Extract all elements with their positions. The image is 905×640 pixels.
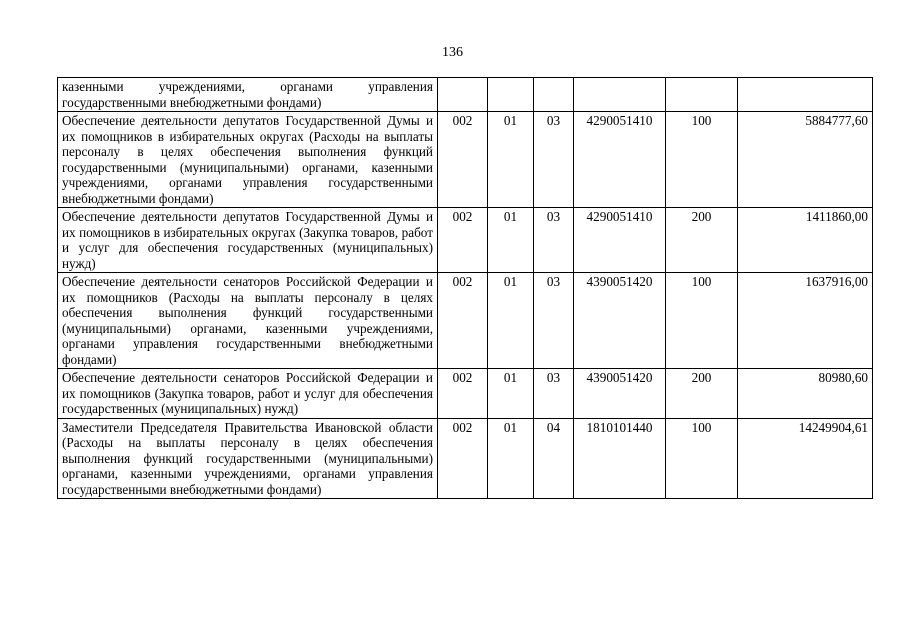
table-row <box>58 208 873 273</box>
row-section: 01 <box>488 418 534 499</box>
row-target-article: 1810101440 <box>574 418 666 499</box>
row-name: Заместители Председателя Правительства Ивановской области (Расходы на выплаты персоналу в целях обеспечения выполнения функций государственными (муниципальными) органами, казенными учреждениями, органами управления государственными внебюджетными фондами) <box>58 418 438 499</box>
row-amount: 1411860,00 <box>738 208 873 273</box>
row-subsection: 03 <box>534 369 574 419</box>
row-target-article: 4390051420 <box>574 369 666 419</box>
row-subsection: 03 <box>534 112 574 208</box>
row-expense-type: 200 <box>666 369 738 419</box>
row-name: Обеспечение деятельности депутатов Государственной Думы и их помощников в избирательных округах (Закупка товаров, работ и услуг для обеспечения государственных (муниципальных) нужд) <box>58 208 438 273</box>
table-row <box>58 112 873 208</box>
row-subsection: 03 <box>534 208 574 273</box>
row-subsection: 04 <box>534 418 574 499</box>
row-target-article: 4390051420 <box>574 273 666 369</box>
row-grbs: 002 <box>438 273 488 369</box>
row-section <box>488 78 534 112</box>
row-grbs <box>438 78 488 112</box>
row-section: 01 <box>488 369 534 419</box>
table-row <box>58 369 873 419</box>
row-name: Обеспечение деятельности сенаторов Российской Федерации и их помощников (Расходы на выплаты персоналу в целях обеспечения выполнения функций государственными (муниципальными) органами, казенными учреждениями, органами управления государственными внебюджетными фондами) <box>58 273 438 369</box>
row-expense-type: 100 <box>666 112 738 208</box>
row-name: казенными учреждениями, органами управления государственными внебюджетными фондами) <box>58 78 438 112</box>
row-target-article: 4290051410 <box>574 208 666 273</box>
row-grbs: 002 <box>438 208 488 273</box>
table-row <box>58 273 873 369</box>
row-grbs: 002 <box>438 112 488 208</box>
budget-table <box>57 77 873 499</box>
page-number: 136 <box>442 45 463 60</box>
row-subsection: 03 <box>534 273 574 369</box>
row-expense-type: 100 <box>666 273 738 369</box>
row-name: Обеспечение деятельности депутатов Государственной Думы и их помощников в избирательных округах (Расходы на выплаты персоналу в целях обеспечения выполнения функций государственными (муниципальными) органами, казенными учреждениями, органами управления государственными внебюджетными фондами) <box>58 112 438 208</box>
row-name: Обеспечение деятельности сенаторов Российской Федерации и их помощников (Закупка товаров, работ и услуг для обеспечения государственных (муниципальных) нужд) <box>58 369 438 419</box>
row-expense-type <box>666 78 738 112</box>
table-row <box>58 418 873 499</box>
row-amount <box>738 78 873 112</box>
row-section: 01 <box>488 273 534 369</box>
row-target-article: 4290051410 <box>574 112 666 208</box>
table-row <box>58 78 873 112</box>
row-section: 01 <box>488 112 534 208</box>
row-amount: 5884777,60 <box>738 112 873 208</box>
row-subsection <box>534 78 574 112</box>
row-amount: 14249904,61 <box>738 418 873 499</box>
row-expense-type: 100 <box>666 418 738 499</box>
row-expense-type: 200 <box>666 208 738 273</box>
row-grbs: 002 <box>438 369 488 419</box>
row-amount: 80980,60 <box>738 369 873 419</box>
row-target-article <box>574 78 666 112</box>
row-section: 01 <box>488 208 534 273</box>
row-amount: 1637916,00 <box>738 273 873 369</box>
row-grbs: 002 <box>438 418 488 499</box>
